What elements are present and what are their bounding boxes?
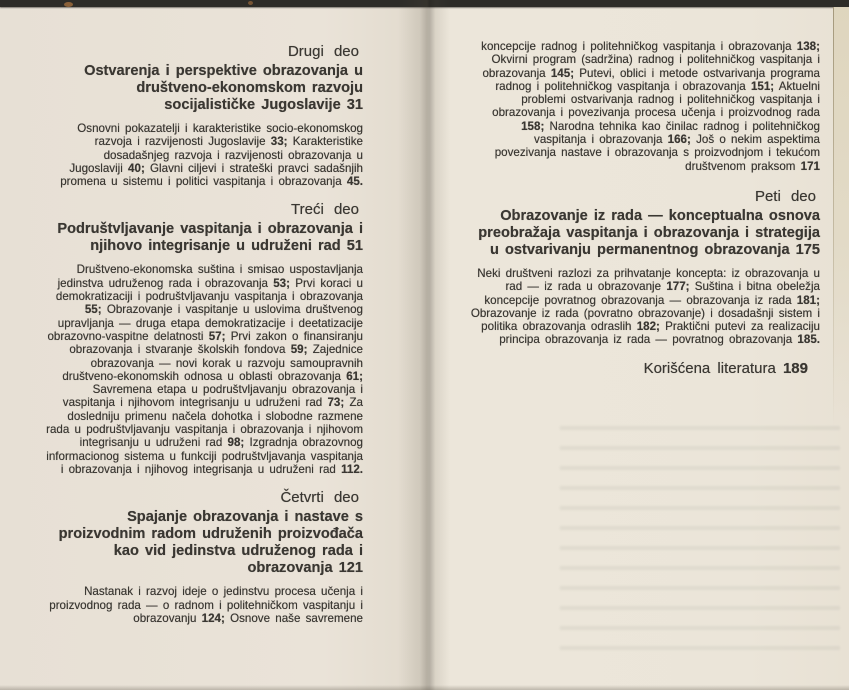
page-edge-stack [833,7,849,427]
section-title: Ostvarenja i perspektive obrazovanja u društveno-ekonomskom razvoju socijalističke Jugoslavije 31 [84,63,363,113]
scan-top-edge [0,0,849,7]
scan-speck [64,2,73,7]
ink-showthrough [560,420,840,650]
part-label: Treći deo [291,201,359,219]
section-body: Neki društveni razlozi za prihvatanje koncepta: iz obrazovanja u rad — iz rada u obrazovanje 177; Suština i bitna obeležja koncepcije povratnog obrazovanja — obrazovanja iz rada 181; Obrazovanje iz rada (povratno obrazovanje) i dosadašnji sistem i politika obrazovanja odraslih 182; Praktični putevi za realizaciju principa obrazovanja iz rada — povratnog obrazovanja 185. [470,266,820,347]
section-body: Društveno-ekonomska suština i smisao uspostavljanja jedinstva udruženog rada i obrazovanja 53; Prvi koraci u demokratizaciji i podruštvljavanju vaspitanja i obrazovanja 55; Obrazovanje i vaspitanje u uslovima društvenog upravljanja — druga etapa demokratizacije i deetatizacije obrazovno-vaspitne delatnosti 57; Prvi zakon o finansiranju obrazovanja i stvaranje školskih fondova 59; Zajednice obrazovanja — novi korak u razvoju samoupravnih društveno-ekonomskih odnosa u oblasti obrazovanja 61; Savremena etapa u podruštvljavanju obrazovanja i vaspitanja i njihovom integrisanju u udruženi rad 73; Za dosledniju primenu načela dohotka i slobodne razmene rada u podruštvljavanju vaspitanja i obrazovanja i njihovom integrisanju u udruženi rad 98; Izgradnja obrazovnog informacionog sistema u funkciji podruštvljavanja vaspitanja i obrazovanja i njihovog integrisanja u udruženi rad 112. [46,263,363,476]
scan-speck [248,1,253,5]
toc-section-peti-deo [468,187,820,347]
left-page [45,42,363,637]
section-title: Spajanje obrazovanja i nastave s proizvodnim radom udruženih proizvođača kao vid jedinstva udruženog rada i obrazovanja 121 [58,509,363,577]
section-title: Obrazovanje iz rada — konceptualna osnova preobražaja vaspitanja i obrazovanja i strategija u ostvarivanju permanentnog obrazovanja 175 [478,207,820,258]
toc-section-cetvrti-deo [45,488,363,625]
section-body-continuation: koncepcije radnog i politehničkog vaspitanja i obrazovanja 138; Okvirni program (sadržina) radnog i politehničkog vaspitanja i obrazovanja 145; Putevi, oblici i metode ostvarivanja programa radnog i politehničkog vaspitanja i obrazovanja 151; Aktuelni problemi ostvarivanja radnog i politehničkog vaspitanja i obrazovanja i povezivanja procesa učenja i proizvodnog rada 158; Narodna tehnika kao činilac radnog i politehničkog vaspitanja i obrazovanja 166; Još o nekim aspektima povezivanja nastave i obrazovanja s proizvodnjom i tekućom društvenom praksom 171 [481,40,820,173]
part-label: Peti deo [754,187,816,205]
literature-entry: Korišćena literatura 189 [643,359,808,377]
part-label: Drugi deo [287,43,359,60]
part-label: Četvrti deo [280,489,359,507]
section-title: Podruštvljavanje vaspitanja i obrazovanja i njihovo integrisanje u udruženi rad 51 [57,221,363,255]
toc-section-treci-deo [45,200,363,476]
scan-bottom-edge [0,685,849,690]
section-body: Nastanak i razvoj ideje o jedinstvu procesa učenja i proizvodnog rada — o radnom i politehničkom vaspitanju i obrazovanju 124; Osnove naše savremene [49,585,363,625]
section-body: Osnovni pokazatelji i karakteristike socio-ekonomskog razvoja i razvijenosti Jugoslavije 33; Karakteristike dosadašnjeg razvoja i razvijenosti obrazovanja u Jugoslaviji 40; Glavni ciljevi i strateški pravci sadašnjih promena u sistemu i politici vaspitanja i obrazovanja 45. [60,122,363,189]
book-gutter-shadow [398,0,470,690]
right-page [468,40,820,378]
page-edge-line [833,7,834,427]
toc-section-drugi-deo [45,42,363,188]
